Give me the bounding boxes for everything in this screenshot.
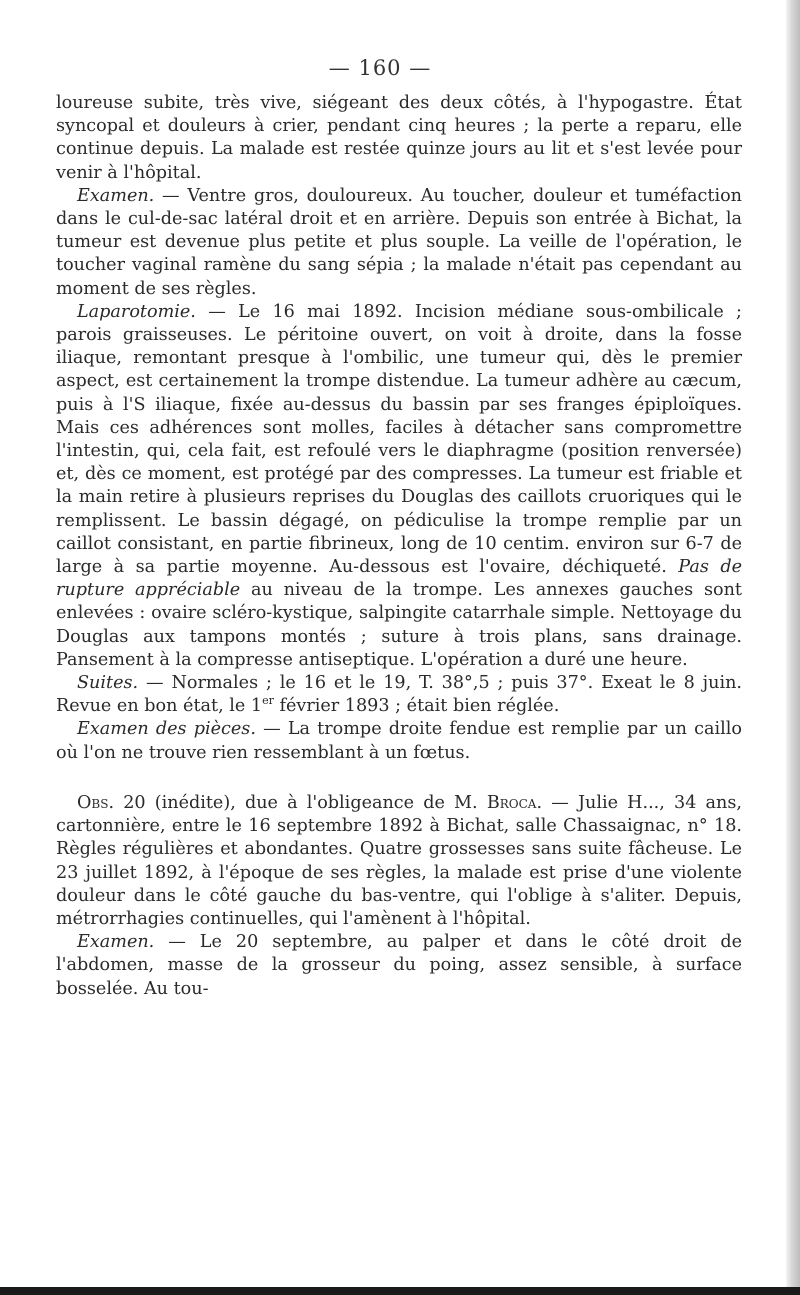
paragraph-laparotomie	[56, 301, 742, 672]
paragraph-examen	[56, 185, 742, 301]
paragraph-text: — Le 20 septembre, au palper et dans le côté droit de l'abdomen, masse de la grosseur du poing, assez sensible, à surface bosselée. Au tou-	[56, 932, 742, 999]
section-lead-examen: Examen.	[77, 185, 155, 206]
page-body	[56, 92, 742, 1001]
paragraph-observation-20	[56, 792, 742, 931]
page-edge-shadow	[786, 0, 800, 1295]
paragraph-text: — Normales ; le 16 et le 19, T. 38°,5 ; puis 37°. Exeat le 8 juin. Revue en bon état, le 1	[56, 673, 742, 717]
paragraph-text: février 1893 ; était bien réglée.	[273, 696, 560, 717]
emphasis-text: Pas de rupture appréciable	[56, 557, 742, 601]
section-lead-laparotomie: Laparotomie.	[77, 301, 196, 322]
paragraph-text: au niveau de la trompe. Les annexes gauches sont enlevées : ovaire scléro-kystique, salpingite catarrhale simple. Nettoyage du Douglas aux tampons montés ; suture à trois plans, sans drainage. Pansement à la compresse antiseptique. L'opération a duré une heure.	[56, 580, 742, 670]
paragraph-suites	[56, 672, 742, 718]
observation-label: Obs. 20	[77, 792, 146, 813]
paragraph-text: — La trompe droite fendue est remplie par un caillo où l'on ne trouve rien ressemblant à un fœtus.	[56, 719, 742, 763]
paragraph-examen-pieces	[56, 718, 742, 764]
section-lead-suites: Suites.	[77, 673, 139, 694]
paragraph-text: — Ventre gros, douloureux. Au toucher, douleur et tuméfaction dans le cul-de-sac latéral droit et en arrière. Depuis son entrée à Bichat, la tumeur est devenue plus petite et plus souple. La veille de l'opération, le toucher vaginal ramène du sang sépia ; la malade n'était pas cependant au moment de ses règles.	[56, 185, 742, 299]
paragraph-examen-2	[56, 931, 742, 1001]
scan-bottom-band	[0, 1287, 800, 1295]
paragraph-text: . — Julie H..., 34 ans, cartonnière, entre le 16 septembre 1892 à Bichat, salle Chassaignac, n° 18. Règles régulières et abondantes. Quatre grossesses sans suite fâcheuse. Le 23 juillet 1892, à l'époque de ses règles, la malade est prise d'une violente douleur dans le côté gauche du bas-ventre, qui l'oblige à s'aliter. Depuis, métrorrhagies continuelles, qui l'amènent à l'hôpital.	[56, 792, 742, 929]
paragraph-text: loureuse subite, très vive, siégeant des deux côtés, à l'hypogastre. État syncopal et douleurs à crier, pendant cinq heures ; la perte a reparu, elle continue depuis. La malade est restée quinze jours au lit et s'est levée pour venir à l'hôpital.	[56, 93, 742, 183]
author-name: Broca	[486, 792, 537, 813]
section-lead-examen: Examen.	[77, 932, 155, 953]
paragraph-continuation	[56, 92, 742, 185]
paragraph-text: — Le 16 mai 1892. Incision médiane sous-ombilicale ; parois graisseuses. Le péritoine ouvert, on voit à droite, dans la fosse iliaque, remontant presque à l'ombilic, une tumeur qui, dès le premier aspect, est certainement la trompe distendue. La tumeur adhère au cæcum, puis à l'S iliaque, fixée au-dessus du bassin par ses franges épiploïques. Mais ces adhérences sont molles, faciles à détacher sans compromettre l'intestin, qui, cela fait, est refoulé vers le diaphragme (position renversée) et, dès ce moment, est protégé par des compresses. La tumeur est friable et la main retire à plusieurs reprises du Douglas des caillots cruoriques qui le remplissent. Le bassin dégagé, on pédiculise la trompe remplie par un caillot consistant, en partie fibrineux, long de 10 centim. environ sur 6-7 de large à sa partie moyenne. Au-dessous est l'ovaire, déchiqueté.	[56, 301, 742, 578]
paragraph-text: (inédite), due à l'obligeance de M.	[145, 792, 487, 813]
page-number: — 160 —	[328, 56, 432, 80]
section-lead-examen-pieces: Examen des pièces.	[77, 719, 256, 740]
ordinal-superscript: er	[262, 694, 274, 708]
